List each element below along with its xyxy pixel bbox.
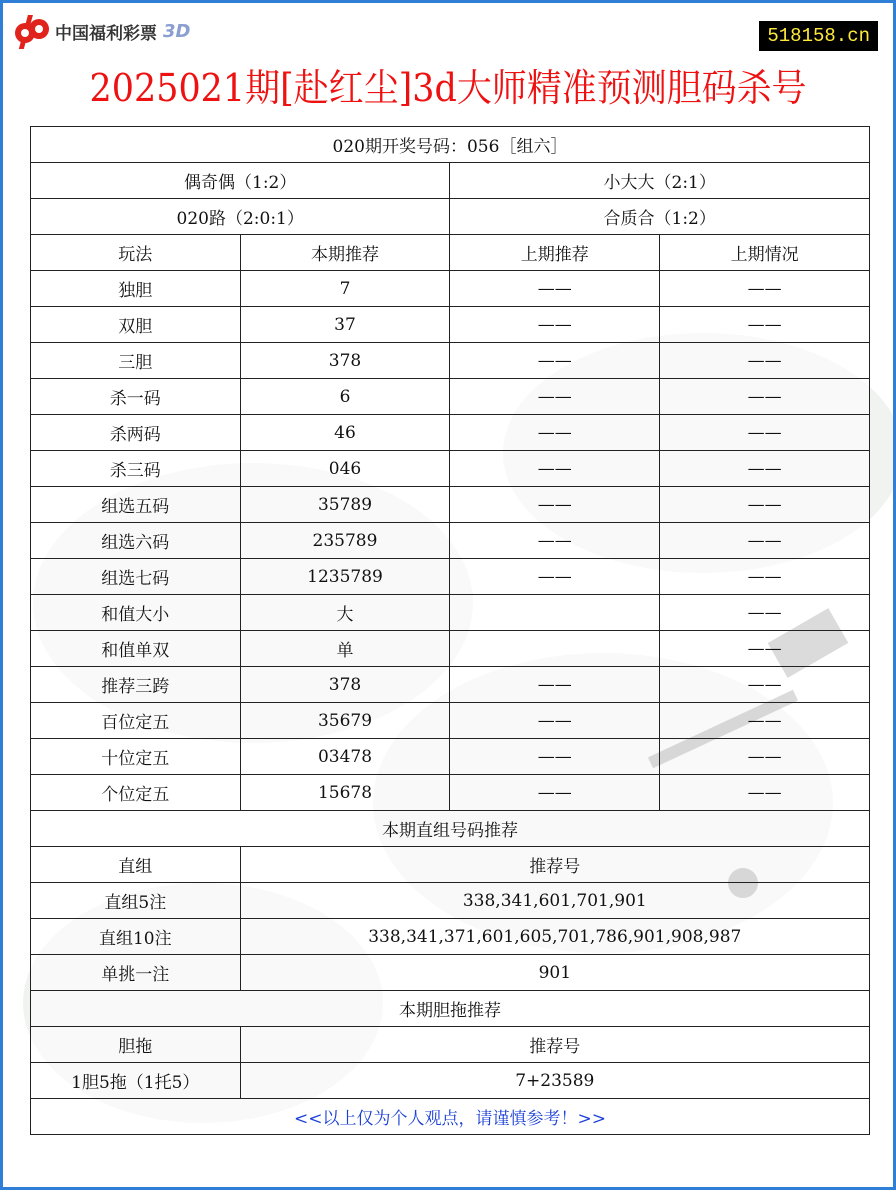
table-cell: —— [450, 343, 660, 379]
table-cell: 7+23589 [240, 1063, 869, 1099]
table-cell: —— [450, 559, 660, 595]
draw-result-row [31, 127, 870, 163]
lottery-logo-icon [11, 11, 51, 51]
table-cell: 杀两码 [31, 415, 241, 451]
table-cell: —— [660, 703, 870, 739]
table-cell: —— [450, 451, 660, 487]
table-cell: 大 [240, 595, 450, 631]
header-cell: 上期推荐 [450, 235, 660, 271]
table-cell: —— [660, 415, 870, 451]
table-cell: 个位定五 [31, 775, 241, 811]
draw-stats-row [31, 199, 870, 235]
page-title: 2025021期[赴红尘]3d大师精准预测胆码杀号 [89, 66, 807, 110]
table-cell: 单挑一注 [31, 955, 241, 991]
table-cell: 03478 [240, 739, 450, 775]
draw-result: 020期开奖号码：056［组六］ [31, 127, 870, 163]
disclaimer-note: <<以上仅为个人观点，请谨慎参考！>> [31, 1099, 870, 1135]
direct-section-heading: 本期直组号码推荐 [31, 811, 870, 847]
table-cell: 338,341,371,601,605,701,786,901,908,987 [240, 919, 869, 955]
table-cell: —— [660, 775, 870, 811]
table-cell: 235789 [240, 523, 450, 559]
table-cell: 杀三码 [31, 451, 241, 487]
table-cell: 百位定五 [31, 703, 241, 739]
table-cell: 7 [240, 271, 450, 307]
table-cell: 三胆 [31, 343, 241, 379]
table-cell: 十位定五 [31, 739, 241, 775]
table-row [31, 919, 870, 955]
table-cell: 组选五码 [31, 487, 241, 523]
table-cell: —— [660, 739, 870, 775]
table-cell: 35679 [240, 703, 450, 739]
table-cell: 组选六码 [31, 523, 241, 559]
table-cell: 15678 [240, 775, 450, 811]
table-cell: —— [450, 523, 660, 559]
table-row [31, 415, 870, 451]
table-cell: —— [450, 487, 660, 523]
table-row [31, 307, 870, 343]
road-ratio: 020路（2:0:1） [31, 199, 450, 235]
table-row [31, 559, 870, 595]
table-cell: 1胆5拖（1托5） [31, 1063, 241, 1099]
table-cell: 单 [240, 631, 450, 667]
logo-3d: 3D [163, 20, 191, 42]
table-cell: 046 [240, 451, 450, 487]
table-row [31, 775, 870, 811]
header-cell: 上期情况 [660, 235, 870, 271]
logo-text: 中国福利彩票 [55, 23, 157, 44]
table-cell: —— [450, 739, 660, 775]
table-cell: —— [660, 307, 870, 343]
header-cell: 本期推荐 [240, 235, 450, 271]
table-cell: 推荐三跨 [31, 667, 241, 703]
table-row [31, 343, 870, 379]
table-row [31, 631, 870, 667]
table-cell [450, 631, 660, 667]
table-cell: —— [450, 667, 660, 703]
table-cell: —— [660, 487, 870, 523]
site-badge: 518158.cn [759, 21, 878, 51]
table-cell: —— [660, 559, 870, 595]
table-cell: 组选七码 [31, 559, 241, 595]
table-header [31, 235, 870, 271]
direct-section-title [31, 811, 870, 847]
table-cell: 和值大小 [31, 595, 241, 631]
table-row [31, 955, 870, 991]
table-row [31, 1063, 870, 1099]
table-cell: —— [450, 415, 660, 451]
table-cell: —— [660, 343, 870, 379]
size-ratio: 小大大（2:1） [450, 163, 870, 199]
table-cell: —— [450, 703, 660, 739]
direct-section-header [31, 847, 870, 883]
table-cell: 338,341,601,701,901 [240, 883, 869, 919]
table-cell: 直组5注 [31, 883, 241, 919]
table-row [31, 451, 870, 487]
table-cell: 378 [240, 343, 450, 379]
table-cell: 双胆 [31, 307, 241, 343]
table-cell: 独胆 [31, 271, 241, 307]
table-cell [450, 595, 660, 631]
table-cell: 378 [240, 667, 450, 703]
table-cell: —— [660, 379, 870, 415]
table-cell: —— [450, 307, 660, 343]
table-row [31, 595, 870, 631]
table-row [31, 523, 870, 559]
table-cell: —— [660, 271, 870, 307]
table-cell: 直组10注 [31, 919, 241, 955]
table-cell: —— [660, 523, 870, 559]
table-cell: —— [660, 595, 870, 631]
table-row [31, 703, 870, 739]
table-row [31, 667, 870, 703]
prediction-table [30, 126, 870, 1135]
table-cell: 901 [240, 955, 869, 991]
header-cell: 推荐号 [240, 847, 869, 883]
header-cell: 玩法 [31, 235, 241, 271]
table-row [31, 883, 870, 919]
footer-row [31, 1099, 870, 1135]
table-row [31, 487, 870, 523]
table-row [31, 379, 870, 415]
header-cell: 推荐号 [240, 1027, 869, 1063]
table-cell: 1235789 [240, 559, 450, 595]
dantuo-section-header [31, 1027, 870, 1063]
table-cell: —— [450, 775, 660, 811]
table-cell: 46 [240, 415, 450, 451]
welfare-lottery-logo [11, 11, 190, 51]
table-row [31, 271, 870, 307]
prime-ratio: 合质合（1:2） [450, 199, 870, 235]
table-cell: —— [450, 271, 660, 307]
table-cell: —— [450, 379, 660, 415]
header-cell: 胆拖 [31, 1027, 241, 1063]
table-cell: —— [660, 667, 870, 703]
dantuo-section-title [31, 991, 870, 1027]
odd-even: 偶奇偶（1:2） [31, 163, 450, 199]
dantuo-section-heading: 本期胆拖推荐 [31, 991, 870, 1027]
table-cell: —— [660, 631, 870, 667]
table-cell: 35789 [240, 487, 450, 523]
table-cell: 37 [240, 307, 450, 343]
table-row [31, 739, 870, 775]
table-cell: —— [660, 451, 870, 487]
table-cell: 和值单双 [31, 631, 241, 667]
header-cell: 直组 [31, 847, 241, 883]
table-cell: 杀一码 [31, 379, 241, 415]
table-cell: 6 [240, 379, 450, 415]
draw-stats-row [31, 163, 870, 199]
